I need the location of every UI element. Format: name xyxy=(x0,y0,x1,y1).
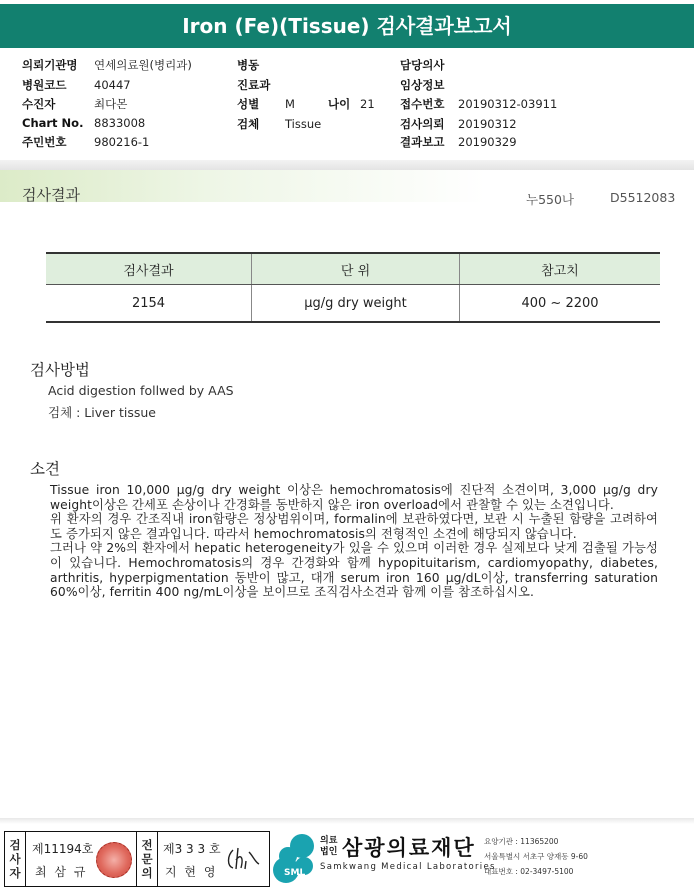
info-specimen: 검체 Tissue xyxy=(237,117,322,131)
info-patient: 수진자 최다몬 xyxy=(22,97,128,111)
specialist-name: 지 현 영 xyxy=(165,865,218,879)
cell-result: 2154 xyxy=(46,285,252,323)
result-table xyxy=(46,252,660,323)
signature-box xyxy=(4,831,270,887)
org-phone: 대표번호 : 02-3497-5100 xyxy=(484,867,574,876)
method-line-1: Acid digestion follwed by AAS xyxy=(48,383,234,398)
info-hospital-code: 병원코드 40447 xyxy=(22,78,131,92)
logo-text: SML xyxy=(284,868,306,878)
info-report-date: 결과보고 20190329 xyxy=(400,135,517,149)
opinion-paragraph-3: 그러나 약 2%의 환자에서 hepatic heterogeneity가 있을 수 있으며 이러한 경우 실제보다 낮게 검출될 가능성이 있습니다. Hemochromatosis의 경우 간경화와 함께 hypopituitarism, cardiomyopathy, diabetes, arthritis, hyperpigmentation 동반이 많고, 대개 serum iron 160 μg/dL이상, transferring saturation 60%이상, ferritin 400 ng/mL이상을 보이므로 조직검사소견과 함께 이를 참조하십시오. xyxy=(50,541,658,600)
info-clinical: 임상정보 xyxy=(400,78,445,92)
org-eng-name: Samkwang Medical Laboratories xyxy=(320,862,496,872)
tester-license-no: 제11194호 xyxy=(32,842,94,856)
footer-divider xyxy=(0,818,694,824)
org-tag: 의료 법인 xyxy=(320,836,338,857)
specialist-label: 전문의 xyxy=(141,838,153,880)
header-result: 검사결과 xyxy=(46,253,252,285)
org-institution-code: 요양기관 : 11365200 xyxy=(484,837,559,846)
tester-seal-icon xyxy=(96,842,132,878)
opinion-text xyxy=(50,483,658,600)
tester-label: 검사자 xyxy=(9,838,21,880)
info-request-date: 검사의뢰 20190312 xyxy=(400,117,517,131)
info-accession-no: 접수번호 20190312-03911 xyxy=(400,97,558,111)
result-section-title: 검사결과 xyxy=(22,186,80,204)
cell-reference: 400 ~ 2200 xyxy=(460,285,661,323)
method-title: 검사방법 xyxy=(30,361,90,379)
opinion-paragraph-2: 위 환자의 경우 간조직내 iron함량은 정상범위이며, formalin에 보관하였다면, 보관 시 누출된 함량을 고려하여도 증가되지 않은 결과입니다. 따라서 hemochromatosis의 전형적인 소견에 해당되지 않습니다. xyxy=(50,512,658,541)
result-code-a: 누550나 xyxy=(526,192,575,207)
header-divider xyxy=(0,160,694,170)
tester-name: 최 삼 규 xyxy=(35,865,88,879)
cell-unit: μg/g dry weight xyxy=(252,285,460,323)
table-row xyxy=(46,285,660,323)
info-department: 진료과 xyxy=(237,78,271,92)
opinion-paragraph-1: Tissue iron 10,000 μg/g dry weight 이상은 hemochromatosis에 진단적 소견이며, 3,000 μg/g dry weight이상은 간세포 손상이나 간경화를 동반하지 않은 iron overload에서 관찰할 수 있는 소견입니다. xyxy=(50,483,658,512)
org-name: 삼광의료재단 xyxy=(342,836,476,860)
info-resident-no: 주민번호 980216-1 xyxy=(22,135,150,149)
report-title: Iron (Fe)(Tissue) 검사결과보고서 xyxy=(0,4,694,48)
opinion-title: 소견 xyxy=(30,460,60,478)
info-institution: 의뢰기관명 연세의료원(병리과) xyxy=(22,58,192,72)
sml-logo-icon xyxy=(270,832,322,884)
org-address: 서울특별시 서초구 양재동 9-60 xyxy=(484,852,588,861)
info-chart-no: Chart No. 8833008 xyxy=(22,116,146,130)
header-unit: 단 위 xyxy=(252,253,460,285)
result-band xyxy=(0,170,694,202)
info-sex: 성별 M xyxy=(237,97,295,111)
result-code-b: D5512083 xyxy=(610,190,676,205)
specialist-license-no: 제3 3 3 호 xyxy=(163,842,221,856)
info-doctor: 담당의사 xyxy=(400,58,445,72)
info-age: 나이 21 xyxy=(328,97,375,111)
header-reference: 참고치 xyxy=(460,253,661,285)
info-ward: 병동 xyxy=(237,58,260,72)
signature-icon xyxy=(225,844,261,874)
method-line-2: 검체 : Liver tissue xyxy=(48,405,156,420)
